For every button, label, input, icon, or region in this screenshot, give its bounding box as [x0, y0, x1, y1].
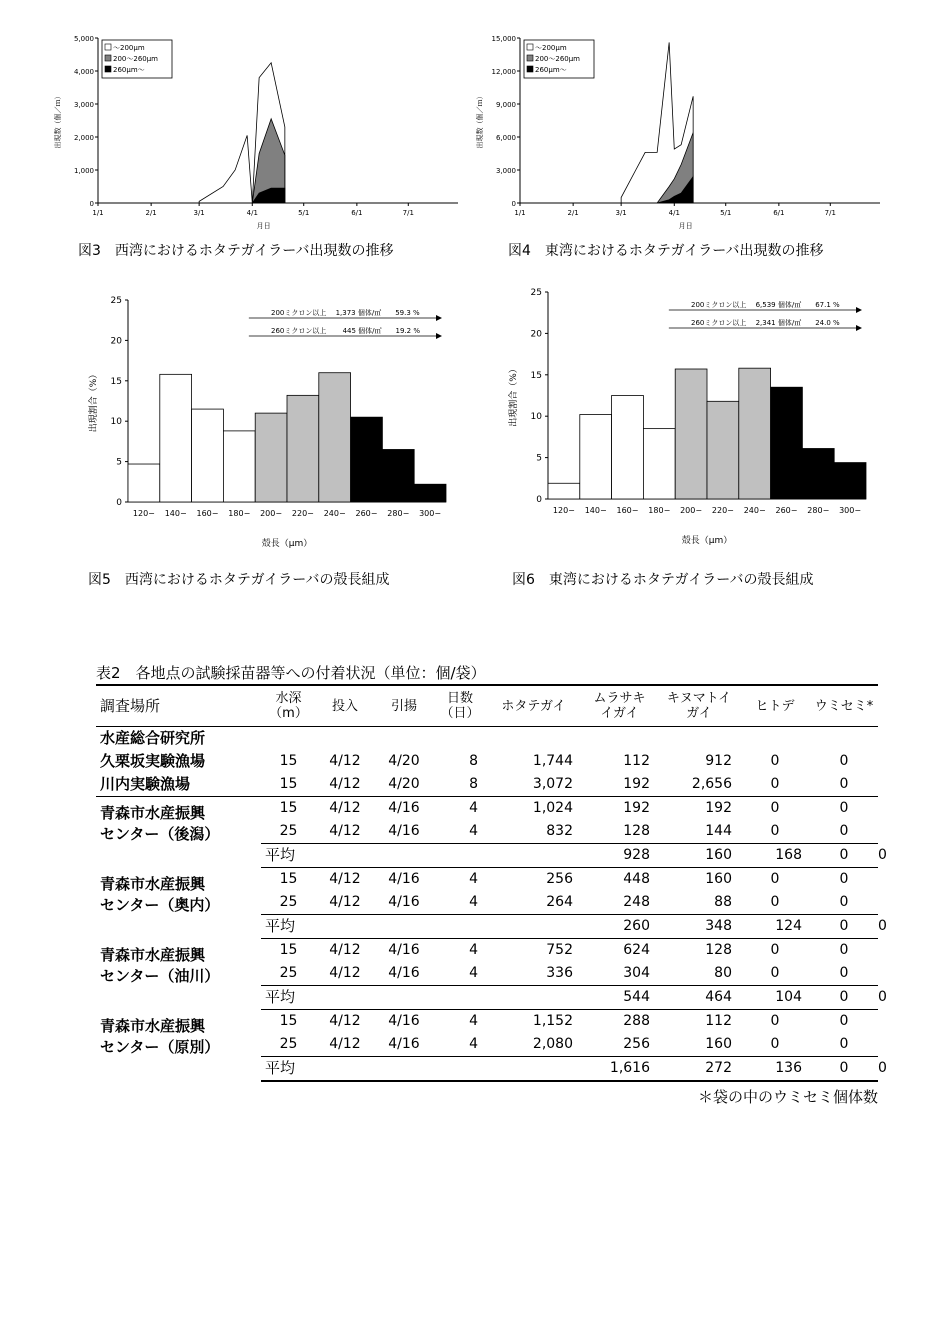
scallop-avg-cell: 544: [581, 986, 658, 1010]
scallop-cell: 3,072: [486, 773, 581, 797]
depth-cell: 15: [279, 942, 298, 958]
legend-swatch: [105, 44, 111, 50]
depth-cell: 25: [279, 1036, 298, 1052]
table2-title: 表2 各地点の試験採苗器等への付着状況（単位：個/袋）: [96, 664, 486, 682]
deploy-date-cell: 4/12: [329, 823, 361, 839]
isopod-cell: 0: [839, 753, 849, 769]
starfish-avg-cell: 0: [810, 915, 878, 939]
depth-cell: 25: [279, 965, 298, 981]
average-label-cell: 平均: [261, 1057, 486, 1082]
x-tick-label: 140−: [164, 509, 187, 518]
starfish-cell: 0: [770, 1013, 780, 1029]
days-cell: 4: [469, 823, 478, 839]
depth-cell: 15: [261, 773, 316, 797]
starfish-cell: 0: [770, 753, 780, 769]
table-row: [96, 939, 878, 963]
table-header-cell: 引揚: [374, 685, 434, 727]
starfish-cell: 0: [770, 800, 780, 816]
starfish-cell: 0: [770, 871, 780, 887]
x-tick-label: 240−: [743, 506, 766, 515]
annotation-arrowhead: [856, 307, 862, 313]
x-tick-label: 280−: [807, 506, 830, 515]
histogram-bar: [319, 373, 351, 502]
fig6-caption: 図6 東湾におけるホタテガイラーバの殻長組成: [512, 572, 814, 588]
depth-cell: 15: [279, 1013, 298, 1029]
histogram-bar: [382, 449, 414, 502]
table-average-row: 平均 1,616 272 136 0 0: [96, 1057, 878, 1082]
days-cell: [434, 727, 486, 751]
scallop-cell: 264: [546, 894, 573, 910]
y-tick-label: 15: [530, 370, 542, 381]
annotation-arrowhead: [436, 333, 442, 339]
days-cell: 4: [469, 942, 478, 958]
x-axis-label: 月日: [256, 222, 271, 230]
mussel-cell: 304: [623, 965, 650, 981]
x-tick-label: 200−: [260, 509, 283, 518]
table-row: [96, 773, 878, 797]
table-header-cell: ヒトデ: [740, 685, 810, 727]
isopod-cell: 0: [839, 1013, 849, 1029]
legend-swatch: [527, 66, 533, 72]
histogram-bar: [287, 395, 319, 502]
y-tick-label: 9,000: [495, 101, 516, 109]
chart-legend: [524, 40, 594, 78]
hiatella-avg-cell: 136: [740, 1057, 810, 1082]
y-tick-label: 25: [530, 288, 542, 298]
scallop-avg-cell: 928: [581, 844, 658, 868]
x-tick-label: 240−: [323, 509, 346, 518]
fig3-svg: [40, 28, 470, 228]
histogram-bar: [707, 401, 739, 499]
isopod-cell: 0: [839, 894, 849, 910]
scallop-cell: [486, 727, 581, 751]
x-tick-label: 6/1: [351, 209, 363, 217]
histogram-bar: [255, 413, 287, 502]
x-tick-label: 5/1: [298, 209, 310, 217]
x-tick-label: 220−: [291, 509, 314, 518]
legend-label: 260μm～: [113, 66, 145, 74]
y-tick-label: 10: [530, 412, 542, 423]
table-body: [96, 727, 887, 1082]
hiatella-cell: 128: [705, 942, 732, 958]
scallop-cell: 336: [546, 965, 573, 981]
table-average-row: 平均 544 464 104 0 0: [96, 986, 878, 1010]
days-cell: 4: [469, 965, 478, 981]
x-axis-label: 殻長（μm）: [261, 539, 313, 549]
y-tick-label: 5: [536, 453, 542, 464]
histogram-bar: [160, 374, 192, 502]
retrieve-date-cell: 4/20: [388, 753, 420, 769]
site-cell: 青森市水産振興 センター（後潟）: [100, 804, 220, 843]
y-tick-label: 12,000: [491, 68, 516, 76]
mussel-cell: 248: [623, 894, 650, 910]
starfish-cell: 0: [770, 1036, 780, 1052]
table-header-cell: 投入: [316, 685, 374, 727]
fig5-svg: [80, 290, 460, 560]
mussel-cell: 624: [623, 942, 650, 958]
empty-cell: [486, 986, 581, 1010]
isopod-cell: [810, 727, 878, 751]
table-footnote: ＊袋の中のウミセミ個体数: [697, 1088, 878, 1106]
isopod-cell: 0: [839, 800, 849, 816]
x-tick-label: 260−: [775, 506, 798, 515]
x-tick-label: 260−: [355, 509, 378, 518]
x-tick-label: 5/1: [720, 209, 732, 217]
chart-legend: [102, 40, 172, 78]
retrieve-date-cell: 4/16: [388, 1036, 420, 1052]
retrieve-date-cell: 4/16: [388, 871, 420, 887]
depth-cell: 25: [279, 823, 298, 839]
empty-cell: [486, 915, 581, 939]
isopod-cell: 0: [839, 942, 849, 958]
table-header-cell: ウミセミ*: [810, 685, 878, 727]
histogram-bar: [802, 448, 834, 499]
x-tick-label: 220−: [711, 506, 734, 515]
y-tick-label: 3,000: [73, 101, 94, 109]
deploy-date-cell: 4/12: [329, 894, 361, 910]
histogram-bar: [612, 396, 644, 500]
table-row: [96, 727, 878, 751]
table-row: [96, 797, 878, 821]
y-tick-label: 10: [110, 417, 122, 428]
mussel-avg-cell: 464: [658, 986, 740, 1010]
x-tick-label: 120−: [132, 509, 155, 518]
x-tick-label: 180−: [648, 506, 671, 515]
mussel-avg-cell: 160: [658, 844, 740, 868]
isopod-cell: 0: [839, 871, 849, 887]
y-tick-label: 4,000: [73, 68, 94, 76]
starfish-cell: 0: [740, 773, 810, 797]
retrieve-date-cell: 4/16: [388, 965, 420, 981]
deploy-date-cell: 4/12: [329, 942, 361, 958]
y-tick-label: 1,000: [73, 167, 94, 175]
deploy-date-cell: 4/12: [329, 871, 361, 887]
annotation-text: 260ミクロン以上 445 個体/㎥ 19.2 %: [271, 327, 420, 335]
mussel-cell: 256: [623, 1036, 650, 1052]
deploy-date-cell: 4/12: [329, 965, 361, 981]
legend-label: 200～260μm: [113, 55, 158, 63]
y-tick-label: 0: [116, 498, 122, 508]
x-tick-label: 180−: [228, 509, 251, 518]
x-axis-label: 月日: [678, 222, 693, 230]
y-tick-label: 3,000: [495, 167, 516, 175]
table-header-cell: 水深 （m）: [261, 685, 316, 727]
depth-cell: 15: [279, 800, 298, 816]
histogram-bar: [548, 483, 580, 499]
depth-cell: 25: [279, 894, 298, 910]
scallop-cell: 1,024: [532, 800, 573, 816]
starfish-avg-cell: 0: [810, 1057, 878, 1082]
legend-swatch: [105, 66, 111, 72]
y-tick-label: 25: [110, 296, 122, 306]
y-axis-label: 出現数（個／ｍ）: [476, 92, 484, 149]
site-cell: 青森市水産振興 センター（奥内）: [100, 874, 220, 914]
scallop-cell: 2,080: [532, 1036, 573, 1052]
table-header-cell: 日数 （日）: [434, 685, 486, 727]
site-cell: 青森市水産振興 センター（油川）: [100, 945, 220, 985]
days-cell: 8: [434, 773, 486, 797]
histogram-bar: [834, 463, 866, 499]
histogram-bar: [675, 369, 707, 499]
deploy-date-cell: 4/12: [329, 753, 361, 769]
scallop-avg-cell: 1,616: [581, 1057, 658, 1082]
scallop-avg-cell: 260: [581, 915, 658, 939]
hiatella-cell: 144: [705, 823, 732, 839]
hiatella-cell: 112: [705, 1013, 732, 1029]
fig6-svg: [500, 282, 880, 552]
hiatella-cell: 2,656: [658, 773, 740, 797]
days-cell: 4: [469, 1013, 478, 1029]
y-tick-label: 15: [110, 376, 122, 387]
histogram-bar: [414, 484, 446, 502]
retrieve-date-cell: 4/20: [374, 773, 434, 797]
attachment-table: [96, 684, 887, 1082]
y-tick-label: 15,000: [491, 35, 516, 43]
x-tick-label: 1/1: [92, 209, 104, 217]
legend-label: 200～260μm: [535, 55, 580, 63]
y-tick-label: 2,000: [73, 134, 94, 142]
fig4-larvae-timeseries-chart: [470, 28, 900, 228]
deploy-date-cell: 4/12: [329, 1013, 361, 1029]
isopod-cell: 0: [839, 965, 849, 981]
legend-swatch: [527, 44, 533, 50]
mussel-cell: 192: [623, 800, 650, 816]
retrieve-date-cell: 4/16: [388, 823, 420, 839]
scallop-cell: 1,744: [532, 753, 573, 769]
hiatella-avg-cell: 124: [740, 915, 810, 939]
site-cell: 青森市水産振興 センター（原別）: [100, 1016, 220, 1056]
y-tick-label: 5,000: [73, 35, 94, 43]
scallop-cell: 256: [546, 871, 573, 887]
table-row: [96, 1010, 878, 1034]
depth-cell: 15: [279, 753, 298, 769]
starfish-cell: 0: [770, 894, 780, 910]
x-tick-label: 3/1: [193, 209, 205, 217]
legend-label: 260μm～: [535, 66, 567, 74]
site-cell: 久栗坂実験漁場: [100, 752, 206, 770]
starfish-avg-cell: 0: [810, 844, 878, 868]
y-tick-label: 0: [536, 495, 542, 505]
isopod-cell: 0: [839, 823, 849, 839]
starfish-cell: 0: [770, 823, 780, 839]
legend-label: ～200μm: [535, 44, 567, 52]
x-tick-label: 2/1: [567, 209, 579, 217]
average-label-cell: 平均: [261, 844, 486, 868]
hiatella-avg-cell: 104: [740, 986, 810, 1010]
x-tick-label: 7/1: [402, 209, 414, 217]
depth-cell: 15: [279, 871, 298, 887]
x-tick-label: 6/1: [773, 209, 785, 217]
histogram-bar: [643, 429, 675, 499]
x-tick-label: 160−: [616, 506, 639, 515]
y-tick-label: 6,000: [495, 134, 516, 142]
days-cell: 8: [469, 753, 478, 769]
starfish-cell: 0: [770, 965, 780, 981]
y-tick-label: 0: [89, 200, 94, 208]
deploy-date-cell: 4/12: [316, 773, 374, 797]
retrieve-date-cell: 4/16: [388, 894, 420, 910]
table-header-cell: 調査場所: [96, 685, 261, 727]
fig5-shell-length-chart: [80, 290, 460, 560]
legend-label: ～200μm: [113, 44, 145, 52]
hiatella-cell: 88: [714, 894, 732, 910]
retrieve-date-cell: 4/16: [388, 800, 420, 816]
table-header-cell: ホタテガイ: [486, 685, 581, 727]
fig3-larvae-timeseries-chart: [40, 28, 470, 228]
y-tick-label: 20: [530, 329, 542, 340]
x-tick-label: 4/1: [668, 209, 680, 217]
hiatella-cell: 912: [705, 753, 732, 769]
x-tick-label: 7/1: [824, 209, 836, 217]
isopod-cell: 0: [810, 773, 878, 797]
scallop-cell: 1,152: [532, 1013, 573, 1029]
x-tick-label: 300−: [419, 509, 442, 518]
histogram-bar: [128, 464, 160, 502]
y-axis-label: 出現割合（%）: [509, 364, 519, 427]
x-tick-label: 1/1: [514, 209, 526, 217]
mussel-cell: [581, 727, 658, 751]
x-tick-label: 300−: [839, 506, 862, 515]
y-axis-label: 出現数（個／ｍ）: [54, 92, 62, 149]
hiatella-avg-cell: 168: [740, 844, 810, 868]
mussel-cell: 192: [581, 773, 658, 797]
mussel-cell: 448: [623, 871, 650, 887]
y-axis-label: 出現割合（%）: [89, 369, 99, 433]
histogram-bar: [223, 431, 255, 502]
x-tick-label: 3/1: [615, 209, 627, 217]
x-tick-label: 2/1: [145, 209, 157, 217]
starfish-cell: 0: [770, 942, 780, 958]
table-average-row: 平均 260 348 124 0 0: [96, 915, 878, 939]
site-cell: 水産総合研究所: [100, 729, 206, 747]
x-tick-label: 120−: [552, 506, 575, 515]
table-header-row: [96, 685, 878, 727]
x-tick-label: 4/1: [246, 209, 258, 217]
table-average-row: 平均 928 160 168 0 0: [96, 844, 878, 868]
retrieve-date-cell: [374, 727, 434, 751]
annotation-text: 200ミクロン以上 1,373 個体/㎥ 59.3 %: [271, 309, 420, 317]
x-tick-label: 200−: [680, 506, 703, 515]
histogram-bar: [580, 415, 612, 499]
mussel-cell: 288: [623, 1013, 650, 1029]
average-label-cell: 平均: [261, 986, 486, 1010]
x-tick-label: 140−: [584, 506, 607, 515]
hiatella-cell: 160: [705, 871, 732, 887]
x-tick-label: 160−: [196, 509, 219, 518]
retrieve-date-cell: 4/16: [388, 942, 420, 958]
y-tick-label: 0: [511, 200, 516, 208]
fig4-svg: [470, 28, 900, 228]
hiatella-cell: 80: [714, 965, 732, 981]
fig4-caption: 図4 東湾におけるホタテガイラーバ出現数の推移: [508, 243, 824, 259]
average-label-cell: 平均: [261, 915, 486, 939]
annotation-text: 200ミクロン以上 6,539 個体/㎥ 67.1 %: [691, 301, 840, 309]
mussel-avg-cell: 348: [658, 915, 740, 939]
scallop-cell: 832: [546, 823, 573, 839]
y-tick-label: 5: [116, 457, 122, 468]
deploy-date-cell: 4/12: [329, 1036, 361, 1052]
annotation-arrowhead: [436, 315, 442, 321]
table-row: [96, 868, 878, 892]
starfish-avg-cell: 0: [810, 986, 878, 1010]
mussel-cell: 128: [623, 823, 650, 839]
hiatella-cell: 192: [705, 800, 732, 816]
starfish-cell: [740, 727, 810, 751]
fig5-caption: 図5 西湾におけるホタテガイラーバの殻長組成: [88, 572, 390, 588]
fig3-caption: 図3 西湾におけるホタテガイラーバ出現数の推移: [78, 243, 394, 259]
days-cell: 4: [469, 894, 478, 910]
table-header-cell: キヌマトイ ガイ: [658, 685, 740, 727]
days-cell: 4: [469, 1036, 478, 1052]
deploy-date-cell: 4/12: [329, 800, 361, 816]
y-tick-label: 20: [110, 336, 122, 347]
depth-cell: [261, 727, 316, 751]
mussel-avg-cell: 272: [658, 1057, 740, 1082]
legend-swatch: [105, 55, 111, 61]
table-header-cell: ムラサキ イガイ: [581, 685, 658, 727]
x-axis-label: 殻長（μm）: [681, 536, 733, 546]
scallop-cell: 752: [546, 942, 573, 958]
table2-container: [96, 662, 887, 1107]
hiatella-cell: 160: [705, 1036, 732, 1052]
hiatella-cell: [658, 727, 740, 751]
days-cell: 4: [469, 871, 478, 887]
site-cell: 川内実験漁場: [96, 773, 261, 797]
fig6-shell-length-chart: [500, 282, 880, 552]
legend-swatch: [527, 55, 533, 61]
annotation-arrowhead: [856, 325, 862, 331]
histogram-bar: [771, 387, 803, 499]
histogram-bar: [192, 409, 224, 502]
retrieve-date-cell: 4/16: [388, 1013, 420, 1029]
mussel-cell: 112: [623, 753, 650, 769]
histogram-bar: [351, 417, 383, 502]
empty-cell: [486, 1057, 581, 1082]
table-row: [96, 750, 878, 773]
empty-cell: [486, 844, 581, 868]
histogram-bar: [739, 368, 771, 499]
deploy-date-cell: [316, 727, 374, 751]
annotation-text: 260ミクロン以上 2,341 個体/㎥ 24.0 %: [691, 319, 840, 327]
days-cell: 4: [469, 800, 478, 816]
isopod-cell: 0: [839, 1036, 849, 1052]
x-tick-label: 280−: [387, 509, 410, 518]
